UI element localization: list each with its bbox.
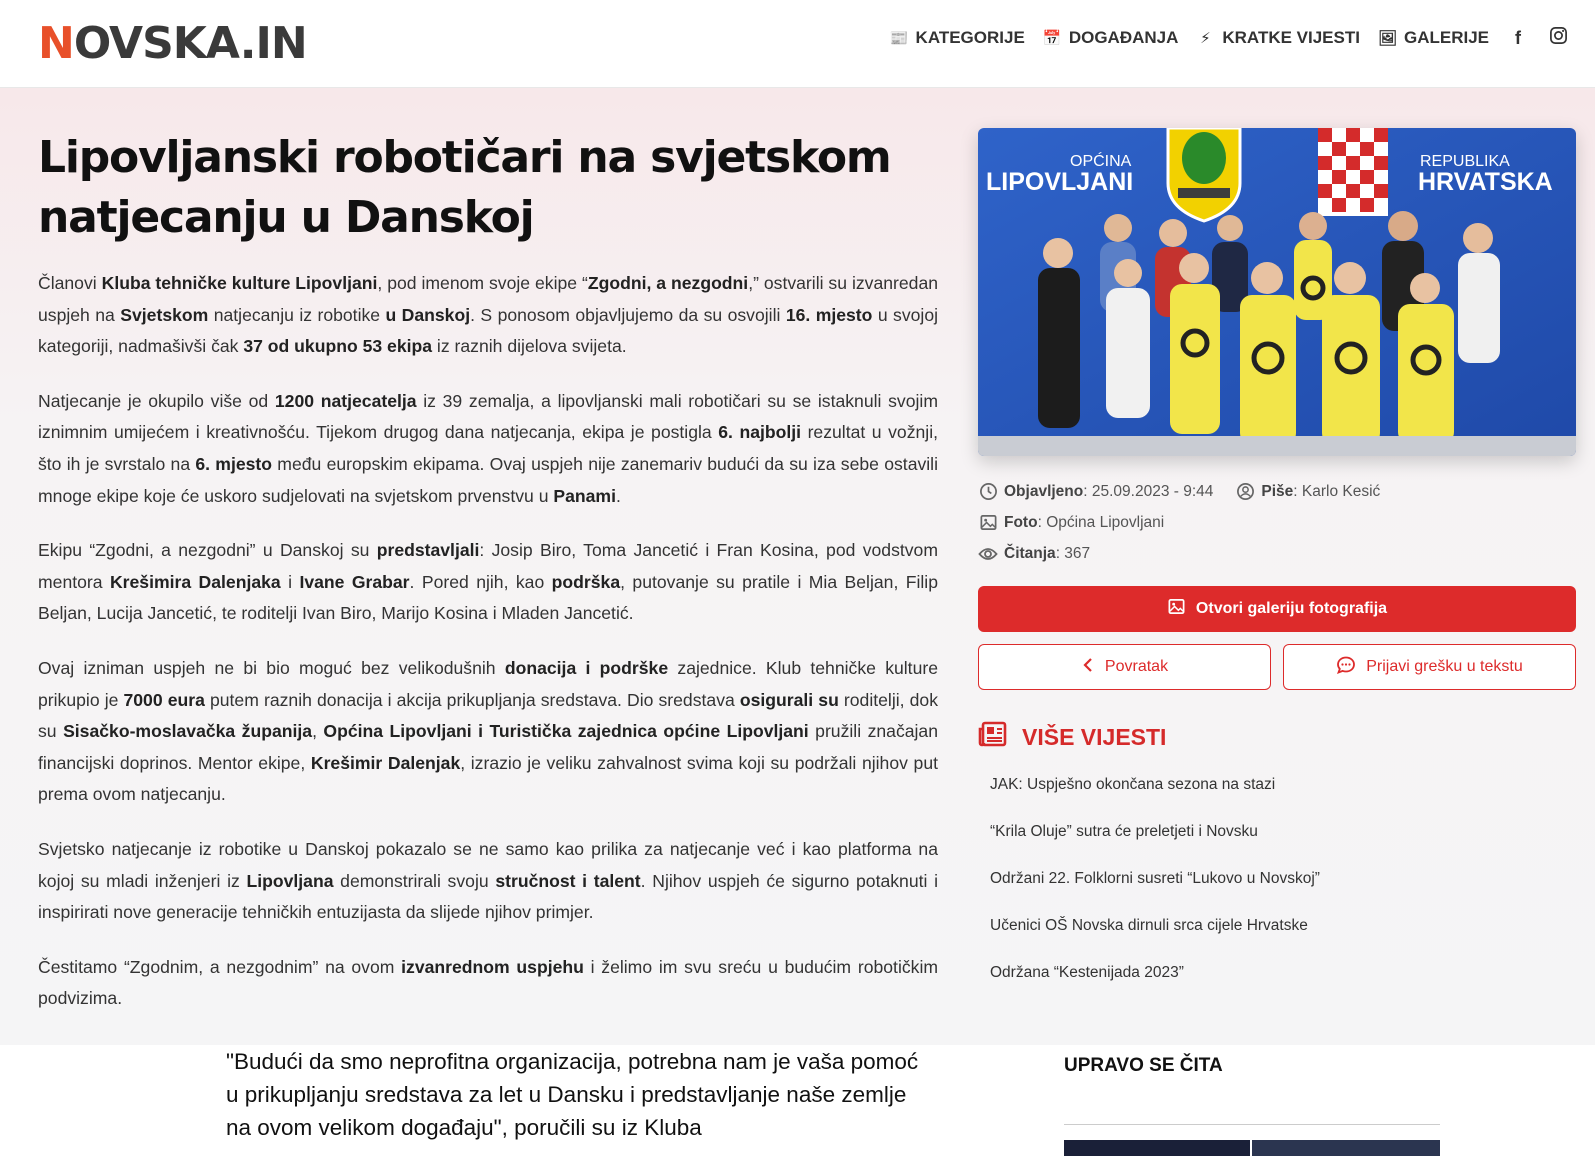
text: . [615, 485, 621, 506]
bold-text: u Danskoj [385, 304, 471, 325]
text: pružili značajan financijski doprinos. Mentor ekipe, [38, 721, 938, 773]
pull-quote: "Budući da smo neprofitna organizacija, potrebna nam je vaša pomoć u prikupljanju sredstava za let u Dansku i predstavljanje naše zemlje na ovom velikom događaju", poručili su iz Kluba [226, 1049, 919, 1140]
main-content [0, 88, 1595, 1045]
text: putem raznih donacija i akcija prikupljanja sredstava. Dio sredstava [204, 689, 740, 710]
user-icon [1235, 482, 1255, 502]
article-paragraph [38, 386, 938, 512]
reading-now-heading: UPRAVO SE ČITA [1064, 1055, 1223, 1076]
more-news-heading [978, 720, 1576, 754]
nav-label: DOGAĐANJA [1068, 28, 1179, 47]
bold-text: stručnost i talent [495, 870, 641, 891]
image-icon [978, 513, 998, 533]
chat-icon [1336, 655, 1356, 680]
article-photo[interactable] [978, 128, 1576, 456]
text: Ekipu “Zgodni, a nezgodni” u Danskoj su [38, 540, 377, 561]
bold-text: 6. najbolji [718, 422, 802, 443]
more-news-item[interactable]: JAK: Uspješno okončana sezona na stazi [990, 776, 1276, 793]
photo-text-lipovljani: LIPOVLJANI [986, 168, 1134, 196]
nav-galerije[interactable] [1378, 28, 1489, 48]
text: Natjecanje je okupilo više od [38, 390, 275, 411]
author [1235, 482, 1380, 502]
text: ,” ostvarili su izvanredan uspjeh na [38, 273, 939, 325]
article-paragraph [38, 268, 938, 363]
nav-label: GALERIJE [1403, 28, 1489, 47]
published-value: : 25.09.2023 - 9:44 [1083, 482, 1214, 500]
bottom-section [0, 1045, 1595, 1156]
more-news-item[interactable]: Održana “Kestenijada 2023” [990, 964, 1184, 981]
reads-label: Čitanja [1004, 544, 1056, 562]
article-meta [978, 476, 1576, 569]
bold-text: Panami [553, 485, 616, 506]
nav-label: KRATKE VIJESTI [1222, 28, 1360, 47]
reads-value: : 367 [1055, 544, 1091, 562]
text: iz raznih dijelova svijeta. [432, 336, 627, 357]
article-paragraph [38, 653, 938, 811]
bold-text: Općina Lipovljani i Turistička zajednica općine Lipovljani [323, 721, 809, 742]
facebook-icon[interactable]: f [1515, 27, 1521, 48]
lightning-icon: ⚡ [1200, 30, 1211, 47]
back-button[interactable] [978, 644, 1271, 690]
bold-text: Krešimir Dalenjak [310, 752, 461, 773]
eye-icon [978, 544, 998, 564]
more-news-list [978, 774, 1576, 1009]
text: Članovi [38, 273, 102, 293]
text: , pod imenom svoje ekipe “ [377, 273, 588, 293]
text: u svojoj kategoriji, nadmašivši čak [38, 304, 939, 357]
text: demonstrirali svoju [333, 870, 496, 891]
bold-text: izvanrednom uspjehu [401, 956, 584, 977]
report-error-button[interactable] [1283, 644, 1576, 690]
bold-text: Lipovljana [246, 870, 334, 891]
text: Svjetsko natjecanje iz robotike u Danskoj pokazalo se ne samo kao prilika za natjecanje već i kao platforma na kojoj su mladi inženjeri iz [38, 838, 938, 891]
bold-text: podrška [551, 571, 621, 592]
photo-credit [978, 513, 1164, 533]
image-icon [1167, 597, 1186, 621]
nav-dogadanja[interactable] [1043, 28, 1179, 48]
photo-text-hrvatska: HRVATSKA [1418, 168, 1553, 196]
divider [1064, 1124, 1440, 1125]
text: Ovaj izniman uspjeh ne bi bio moguć bez velikodušnih [38, 657, 505, 678]
article-sidebar [978, 128, 1576, 1009]
text: iz 39 zemalja, a lipovljanski mali robotičari su se istaknuli svojim iznimnim umijećem i kreativnošću. Tijekom drugog dana natjecanja, ekipa je postigla [38, 390, 938, 443]
more-news-item[interactable]: Održani 22. Folklorni susreti “Lukovo u Novskoj” [990, 870, 1320, 887]
author-value: : Karlo Kesić [1293, 482, 1381, 500]
article-paragraph [38, 952, 938, 1015]
report-error-label: Prijavi grešku u tekstu [1366, 658, 1523, 675]
instagram-icon[interactable] [1547, 26, 1569, 50]
open-gallery-button[interactable] [978, 586, 1576, 632]
newspaper-icon: 📰 [889, 30, 909, 47]
text: rezultat u vožnji, što ih je svrstalo na [38, 422, 939, 474]
photo-label: Foto [1004, 513, 1038, 531]
open-gallery-label: Otvori galeriju fotografija [1195, 600, 1388, 617]
more-news-title: VIŠE VIJESTI [1022, 723, 1167, 750]
back-label: Povratak [1104, 658, 1169, 675]
photo-text-republika: REPUBLIKA [1420, 153, 1510, 170]
bold-text: 6. mjesto [195, 453, 273, 474]
text: . Njihov uspjeh će sigurno potaknuti i inspirirati nove generacije tehničkih entuzijasta da slijede njihov primjer. [38, 870, 938, 923]
text: , izrazio je veliku zahvalnost svima koji su podržali njihov put prema ovom natjecanju. [38, 752, 938, 805]
article-body [38, 268, 938, 1015]
bold-text: Zgodni, a nezgodni [587, 273, 749, 293]
nav-label: KATEGORIJE [915, 28, 1025, 47]
article-paragraph [38, 834, 938, 929]
text: . S ponosom objavljujemo da su osvojili [470, 304, 786, 325]
text: Čestitamo “Zgodnim, a nezgodnim” na ovom [38, 956, 402, 977]
article [38, 128, 938, 1038]
photo-text-opcina: OPĆINA [1070, 153, 1132, 170]
bold-text: 1200 natjecatelja [274, 390, 417, 411]
bold-text: Ivane Grabar [299, 571, 410, 592]
newspaper-icon [978, 720, 1008, 754]
text: . Pored njih, kao [409, 571, 552, 592]
bold-text: Krešimira Dalenjaka [109, 571, 281, 592]
bold-text: donacija i podrške [504, 657, 669, 678]
more-news-item[interactable]: “Krila Oluje” sutra će preletjeti i Novsku [990, 823, 1258, 840]
bold-text: Sisačko-moslavačka županija [63, 721, 313, 742]
photo-value: : Općina Lipovljani [1037, 513, 1165, 531]
chevron-left-icon [1081, 657, 1095, 678]
logo-text: OVSKA.IN [73, 17, 307, 69]
bold-text: osigurali su [739, 689, 839, 710]
nav-kratke-vijesti[interactable] [1196, 28, 1360, 48]
text: i [280, 571, 300, 592]
calendar-icon: 📅 [1042, 30, 1062, 47]
reading-now-thumbnail[interactable] [1252, 1140, 1440, 1156]
bold-text: 16. mjesto [785, 304, 873, 325]
text: roditelji, dok su [38, 689, 938, 742]
text: među europskim ekipama. Ovaj uspjeh nije zanemariv budući da su iza sebe ostavili mnoge ekipe koje će uskoro sudjelovati na svjetskom prvenstvu u [38, 453, 938, 506]
bold-text: Svjetskom [120, 304, 209, 325]
clock-icon [978, 482, 998, 502]
site-logo[interactable] [38, 18, 307, 68]
text: : Josip Biro, Toma Jancetić i Fran Kosina, pod vodstvom mentora [38, 540, 938, 592]
article-paragraph [38, 535, 938, 630]
article-title: Lipovljanski robotičari na svjetskom natjecanju u Danskoj [38, 132, 891, 243]
site-header [0, 0, 1595, 88]
more-news-item[interactable]: Učenici OŠ Novska dirnuli srca cijele Hrvatske [990, 917, 1308, 934]
text: zajednice. Klub tehničke kulture prikupio je [38, 657, 938, 710]
bold-text: 7000 eura [123, 689, 205, 710]
reading-now-thumbnail[interactable] [1064, 1140, 1250, 1156]
logo-letter: N [38, 17, 74, 69]
gallery-icon: 🖼 [1377, 30, 1398, 47]
published-label: Objavljeno [1004, 482, 1084, 500]
team-photo-illustration [978, 128, 1576, 456]
published-date [978, 482, 1213, 502]
nav-kategorije[interactable] [890, 28, 1025, 48]
author-label: Piše [1261, 482, 1294, 500]
text: , putovanje su pratile i Mia Beljan, Filip Beljan, Lucija Jancetić, te roditelji Ivan Biro, Marijo Kosina i Mladen Jancetić. [38, 571, 939, 624]
text: , [312, 721, 324, 742]
bold-text: 37 od ukupno 53 ekipa [243, 336, 433, 357]
bold-text: predstavljali [376, 540, 480, 561]
read-count [978, 544, 1090, 564]
text: natjecanju iz robotike [208, 304, 386, 325]
text: i želimo im svu sreću u budućim robotičkim podvizima. [38, 956, 939, 1009]
bold-text: Kluba tehničke kulture Lipovljani [101, 273, 378, 293]
main-nav [890, 26, 1569, 50]
